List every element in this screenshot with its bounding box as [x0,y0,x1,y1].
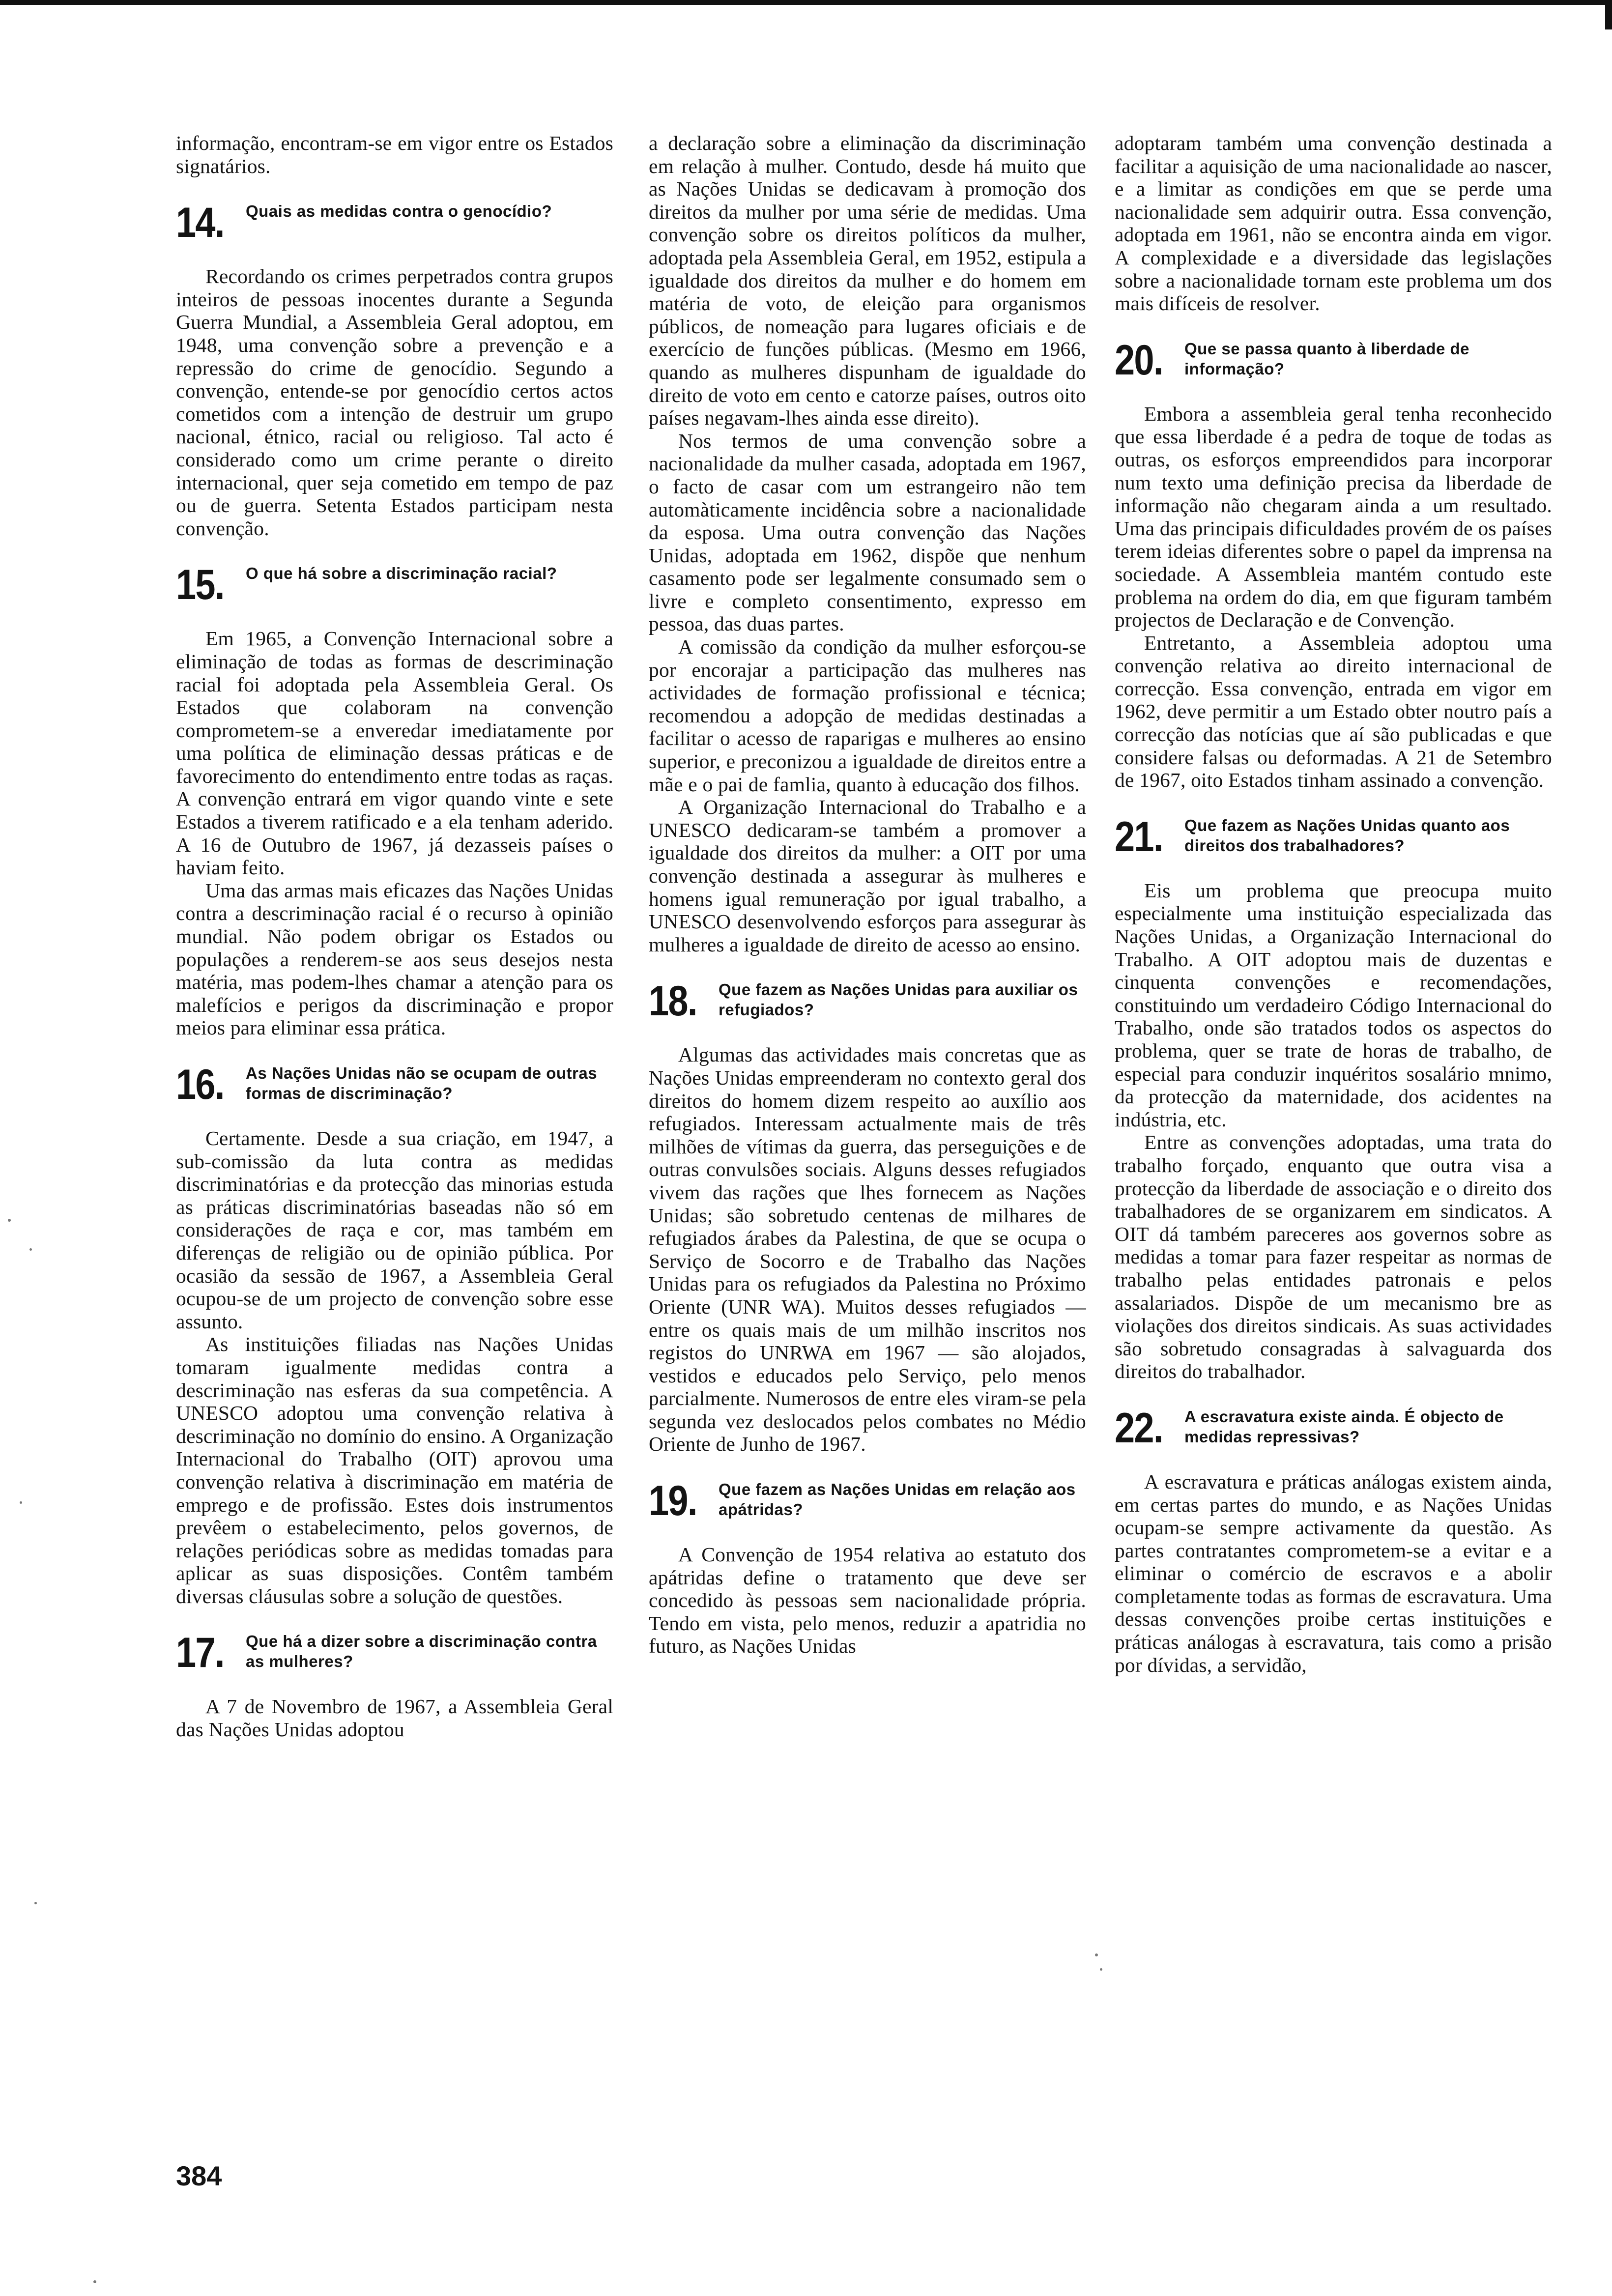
body-paragraph: A Organização Internacional do Trabalho e a UNESCO dedicaram-se também a promover a igualdade dos direitos da mulher: a OIT por uma convenção destinada a assegurar às mulheres e homens igual remuneração por igual trabalho, a UNESCO desenvolvendo esforços para assegurar às mulheres a igualdade de direito de acesso ao ensino. [649,796,1086,956]
question-title: As Nações Unidas não se ocupam de outras formas de discriminação? [246,1064,598,1102]
body-paragraph: Entre as convenções adoptadas, uma trata do trabalho forçado, enquanto que outra visa a protecção da liberdade de associação e o direito dos trabalhadores de se organizarem em sindicatos. A OIT dá também pareceres aos governos sobre as medidas a tomar para fazer respeitar as normas de trabalho pelas entidades patronais e pelos assalariados. Dispõe de um mecanismo bre as violações dos direitos sindicais. As suas actividades são sobretudo consagradas à salvaguarda dos direitos do trabalhador. [1115,1131,1552,1383]
question-heading [176,1061,613,1108]
text-column-2 [649,132,1086,1658]
scan-speck [1100,1968,1102,1971]
body-paragraph: Certamente. Desde a sua criação, em 1947, a sub-comissão da luta contra as medidas discriminatórias e da protecção das minorias estuda as práticas discriminatórias baseadas não só em considerações de raça e cor, mas também em diferenças de religião ou de opinião pública. Por ocasião da sessão de 1967, a Assembleia Geral ocupou-se de um projecto de convenção sobre esse assunto. [176,1127,613,1333]
question-number: 20. [1115,336,1163,384]
scan-speck [93,2280,96,2283]
body-paragraph: Recordando os crimes perpetrados contra grupos inteiros de pessoas inocentes durante a Segunda Guerra Mundial, a Assembleia Geral adoptou, em 1948, uma convenção sobre a prevenção e a repressão do crime de genocídio. Segundo a convenção, entende-se por genocídio certos actos cometidos com a intenção de destruir um grupo nacional, étnico, racial ou religioso. Tal acto é considerado como um crime perante o direito internacional, quer seja cometido em tempo de paz ou de guerra. Setenta Estados participam nesta convenção. [176,265,613,540]
body-paragraph: Algumas das actividades mais concretas que as Nações Unidas empreenderam no contexto geral dos direitos do homem dizem respeito ao auxílio aos refugiados. Interessam actualmente mais de três milhões de vítimas da guerra, das perseguições e de outras convulsões sociais. Alguns desses refugiados vivem das rações que lhes fornecem as Nações Unidas; são sobretudo centenas de milhares de refugiados árabes da Palestina, de que se ocupa o Serviço de Socorro e de Trabalho das Nações Unidas para os refugiados da Palestina no Próximo Oriente (UNR WA). Muitos desses refugiados — entre os quais mais de um milhão inscritos nos registos do UNRWA em 1967 — são alojados, vestidos e educados pelo Serviço, pelo menos parcialmente. Numerosos de entre eles viram-se pela segunda vez deslocados pelos combates no Médio Oriente de Junho de 1967. [649,1043,1086,1456]
question-number: 17. [176,1629,224,1677]
top-right-corner-mark [1605,0,1612,29]
body-paragraph: Eis um problema que preocupa muito especialmente uma instituição especializada das Nações Unidas, a Organização Internacional do Trabalho. A OIT adoptou mais de duzentas e cinquenta convenções e recomendações, constituindo um verdadeiro Código Internacional do Trabalho, onde são tratados todos os aspectos do problema, quer se trate de horas de trabalho, de especial para conduzir inquéritos sosalário mnimo, da protecção da maternidade, dos acidentes na indústria, etc. [1115,879,1552,1131]
question-title: Que se passa quanto à liberdade de informação? [1184,339,1470,378]
scan-speck [1095,1953,1098,1956]
body-paragraph: A comissão da condição da mulher esforçou-se por encorajar a participação das mulheres nas actividades de formação profissional e técnica; recomendou a adopção de medidas destinadas a facilitar o acesso de raparigas e mulheres ao ensino superior, e preconizou a igualdade de direitos entre a mãe e o pai de famlia, quanto à educação dos filhos. [649,635,1086,796]
body-paragraph: Uma das armas mais eficazes das Nações Unidas contra a descriminação racial é o recurso à opinião mundial. Não podem obrigar os Estados ou populações a renderem-se aos seus desejos nesta matéria, mas podem-lhes chamar a atenção para os malefícios e perigos da discriminação e propor meios para eliminar essa prática. [176,879,613,1039]
question-title: A escravatura existe ainda. É objecto de medidas repressivas? [1184,1407,1504,1446]
question-title: Que fazem as Nações Unidas para auxiliar os refugiados? [719,980,1078,1019]
question-title: Que fazem as Nações Unidas quanto aos direitos dos trabalhadores? [1184,816,1510,855]
question-number: 21. [1115,813,1163,861]
top-border-line [0,0,1612,5]
question-heading [176,199,613,247]
question-heading [176,1629,613,1677]
body-paragraph: A escravatura e práticas análogas existem ainda, em certas partes do mundo, e as Nações Unidas ocupam-se sempre activamente da questão. As partes contratantes comprometem-se a evitar e a eliminar o comércio de escravos e a abolir completamente todas as formas de escravatura. Uma dessas convenções proibe certas instituições e práticas análogas à escravatura, tais como a prisão por dívidas, a servidão, [1115,1470,1552,1676]
body-paragraph: informação, encontram-se em vigor entre os Estados signatários. [176,132,613,177]
question-number: 22. [1115,1404,1163,1452]
scan-speck [29,1248,32,1251]
question-title: Quais as medidas contra o genocídio? [246,202,552,221]
scan-speck [20,1501,22,1504]
question-title: O que há sobre a discriminação racial? [246,564,557,583]
question-heading [1115,1404,1552,1452]
question-heading [1115,336,1552,384]
body-paragraph: a declaração sobre a eliminação da discriminação em relação à mulher. Contudo, desde há muito que as Nações Unidas se dedicavam à promoção dos direitos da mulher por uma série de medidas. Uma convenção sobre os direitos políticos da mulher, adoptada pela Assembleia Geral, em 1952, estipula a igualdade dos direitos da mulher e do homem em matéria de voto, de eleição para organismos públicos, de nomeação para lugares oficiais e de exercício de funções públicas. (Mesmo em 1966, quando as mulheres dispunham de igualdade do direito de voto em cento e catorze países, outros oito países negavam-lhes ainda esse direito). [649,132,1086,430]
body-paragraph: A 7 de Novembro de 1967, a Assembleia Geral das Nações Unidas adoptou [176,1695,613,1741]
body-paragraph: Entretanto, a Assembleia adoptou uma convenção relativa ao direito internacional de correcção. Essa convenção, entrada em vigor em 1962, deve permitir a um Estado obter noutro país a correcção das notícias que aí são publicadas e que considere falsas ou deformadas. A 21 de Setembro de 1967, oito Estados tinham assinado a convenção. [1115,631,1552,792]
body-paragraph: adoptaram também uma convenção destinada a facilitar a aquisição de uma nacionalidade ao nascer, e a limitar as condições em que se perde uma nacionalidade sem adquirir outra. Essa convenção, adoptada em 1961, não se encontra ainda em vigor. A complexidade e a diversidade das legislações sobre a nacionalidade tornam este problema um dos mais difíceis de resolver. [1115,132,1552,315]
scan-speck [8,1219,11,1222]
body-paragraph: A Convenção de 1954 relativa ao estatuto dos apátridas define o tratamento que deve ser concedido às pessoas sem nacionalidade própria. Tendo em vista, pelo menos, reduzir a apatridia no futuro, as Nações Unidas [649,1543,1086,1658]
page-number: 384 [176,2160,222,2191]
body-paragraph: Embora a assembleia geral tenha reconhecido que essa liberdade é a pedra de toque de todas as outras, os esforços empreendidos para incorporar num texto uma definição precisa da liberdade de informação não chegaram ainda a um resultado. Uma das principais dificuldades provém de os países terem ideias diferentes sobre o papel da imprensa na sociedade. A Assembleia mantém contudo este problema na ordem do dia, em que figuram também projectos de Declaração e de Convenção. [1115,402,1552,631]
question-number: 15. [176,561,224,609]
body-paragraph: Nos termos de uma convenção sobre a nacionalidade da mulher casada, adoptada em 1967, o facto de casar com um estrangeiro não tem automàticamente incidência sobre a nacionalidade da esposa. Uma outra convenção das Nações Unidas, adoptada em 1962, dispõe que nenhum casamento pode ser legalmente consumado sem o livre e completo consentimento, expresso em pessoa, das duas partes. [649,429,1086,635]
question-number: 18. [649,977,697,1025]
question-title: Que há a dizer sobre a discriminação contra as mulheres? [246,1632,597,1671]
question-number: 14. [176,199,224,247]
question-title: Que fazem as Nações Unidas em relação aos apátridas? [719,1480,1076,1519]
body-paragraph: As instituições filiadas nas Nações Unidas tomaram igualmente medidas contra a descriminação nas esferas da sua competência. A UNESCO adoptou uma convenção relativa à descriminação no domínio do ensino. A Organização Internacional do Trabalho (OIT) aprovou uma convenção relativa à discriminação em matéria de emprego e de profissão. Estes dois instrumentos prevêem o estabelecimento, pelos governos, de relações periódicas sobre as medidas tomadas para aplicar as suas disposições. Contêm também diversas cláusulas sobre a solução de questões. [176,1333,613,1607]
text-column-3 [1115,132,1552,1676]
scan-speck [34,1902,37,1904]
question-heading [176,561,613,609]
question-heading [649,977,1086,1025]
text-column-1 [176,132,613,1741]
question-heading [1115,813,1552,861]
question-number: 19. [649,1477,697,1525]
question-number: 16. [176,1061,224,1108]
question-heading [649,1477,1086,1525]
body-paragraph: Em 1965, a Convenção Internacional sobre a eliminação de todas as formas de descriminação racial foi adoptada pela Assembleia Geral. Os Estados que colaboram na convenção comprometem-se a enveredar imediatamente por uma política de eliminação dessas práticas e de favorecimento do entendimento entre todas as raças. A convenção entrará em vigor quando vinte e sete Estados a tiverem ratificado e a ela tenham aderido. A 16 de Outubro de 1967, já dezasseis países o haviam feito. [176,627,613,879]
